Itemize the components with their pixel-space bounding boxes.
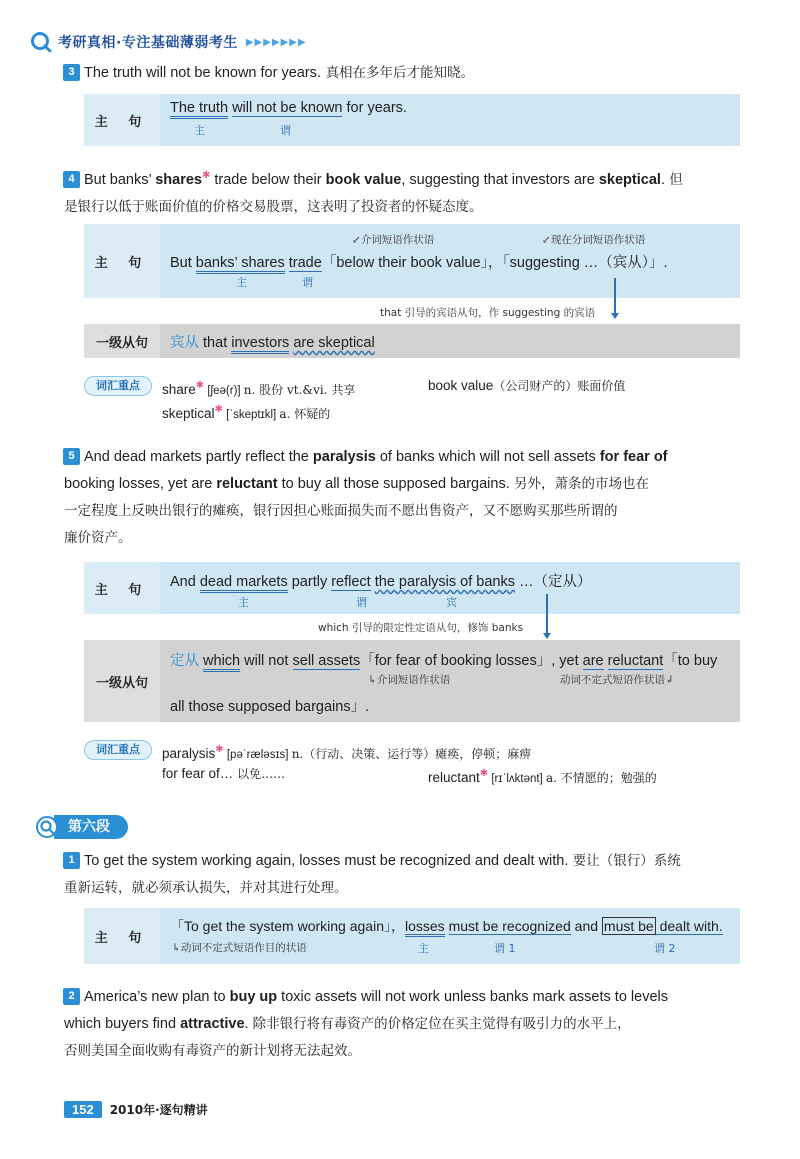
star-icon: ✱: [201, 170, 211, 181]
vocab-phonetic: [ʃeə(r)]: [204, 385, 244, 397]
analysis-main-row: [84, 94, 740, 146]
clause-part: will not: [240, 653, 293, 669]
keyword-book-value: book value: [325, 172, 402, 188]
row-label: 一级从句: [84, 324, 160, 358]
predicate-text: are skeptical: [293, 335, 375, 351]
sentence-cn-part: 要让（银行）系统: [568, 853, 681, 869]
tag-subject: 主: [238, 596, 249, 609]
clause-note: …（定从）: [515, 574, 592, 590]
keyword-attractive: attractive: [180, 1016, 245, 1032]
sentence-number: 3: [63, 64, 80, 81]
tag-subject: 主: [236, 276, 247, 289]
subject-text: dead markets: [200, 574, 288, 593]
keyword-skeptical: skeptical: [598, 172, 661, 188]
tag-predicate-2: 谓 2: [654, 942, 676, 955]
vocab-item: skeptical✱ [ˈskeptɪkl] a. 怀疑的: [162, 404, 331, 421]
clause-kind: 宾从: [170, 335, 204, 351]
subject-text: losses: [405, 918, 445, 937]
sentence-en-part: toxic assets will not work unless banks mark assets to levels: [277, 989, 668, 1005]
vocab-meaning: n. 股份 vt.&vi. 共享: [243, 383, 356, 397]
vocab-phonetic: [pəˈræləsɪs]: [223, 749, 292, 761]
vocab-word: for fear of…: [162, 766, 234, 781]
annotation-prep-phrase: ↙介词短语作状语: [352, 234, 435, 246]
bracket-phrase: 「to buy: [663, 653, 718, 669]
row-body: [160, 324, 740, 358]
row-body: [160, 908, 740, 964]
sentence-en-part: .: [244, 1016, 253, 1032]
comma: ，: [487, 255, 503, 271]
magnifier-logo-icon: [30, 31, 52, 53]
vocab-word: share: [162, 382, 196, 397]
tag-predicate: 谓: [302, 276, 313, 289]
magnifier-icon: [36, 816, 58, 838]
tag-subject: 主: [418, 942, 429, 955]
sentence-en-part: of banks which will not sell assets: [375, 449, 600, 465]
tag-subject: 主: [194, 124, 205, 137]
predicate-text: sell assets: [292, 653, 361, 669]
vocab-word: reluctant: [428, 770, 480, 785]
predicate-text: will not be known: [232, 100, 343, 116]
tag-object: 宾: [446, 596, 457, 609]
subject-text: investors: [231, 335, 289, 354]
sentence-5: [64, 444, 754, 552]
sentence-cn-part: 廉价资产。: [64, 530, 132, 546]
sentence-en-part: And dead markets partly reflect the: [84, 449, 313, 465]
sub-line-2: all those supposed bargains」.: [170, 699, 370, 715]
page-number: 152: [64, 1101, 102, 1118]
conjunction: that: [203, 335, 232, 351]
sentence-cn-part: 是银行以低于账面价值的价格交易股票，这表明了投资者的怀疑态度。: [64, 199, 483, 215]
tag-predicate-1: 谓 1: [494, 942, 516, 955]
vocab-item: [428, 374, 625, 398]
sentence-cn-part: 另外，萧条的市场也在: [509, 476, 650, 492]
main-and: And: [170, 574, 200, 590]
connector-label: which 引导的限定性定语从句，修饰 banks: [318, 622, 524, 634]
vocab-label: 词汇重点: [84, 376, 152, 396]
subject-text: The truth: [170, 100, 228, 119]
conjunction: and: [570, 918, 602, 934]
analysis-main-row: [84, 224, 740, 298]
analysis-main-row: [84, 908, 740, 964]
row-body: [160, 94, 740, 146]
section-label: 第六段: [54, 815, 128, 839]
vocab-item: reluctant✱ [rɪˈlʌktənt] a. 不情愿的；勉强的: [428, 768, 657, 785]
vocab-item: paralysis✱ [pəˈræləsɪs] n.（行动、决策、运行等）瘫痪，停顿；麻痹: [162, 744, 532, 761]
row-label: 主 句: [84, 908, 160, 964]
footer: [64, 1101, 208, 1118]
analysis-sub-row: [84, 640, 740, 722]
sentence-en-part: America’s new plan to: [84, 989, 230, 1005]
vocab-meaning: （公司财产的）账面价值: [493, 379, 626, 393]
adverb: partly: [287, 574, 332, 590]
vocab-phonetic: [ˈskeptɪkl]: [222, 409, 280, 421]
vocab-meaning: a. 不情愿的；勉强的: [545, 771, 657, 785]
vocab-item: [162, 762, 285, 786]
sentence-cn-part: 重新运转，就必须承认损失，并对其进行处理。: [64, 880, 348, 896]
sentence-6-1: [64, 848, 754, 902]
sentence-cn: 真相在多年后才能知晓。: [325, 65, 475, 81]
subject-text: which: [203, 653, 240, 672]
sentence-3: [64, 60, 754, 87]
arrow-down-icon: [611, 313, 619, 319]
analysis-sub-row: [84, 324, 740, 358]
bracket-phrase: 「below their book value」: [321, 255, 488, 271]
annotation-infinitive: 动词不定式短语作状语↲: [560, 674, 674, 686]
row-body: [160, 562, 740, 614]
sentence-en-part: which buyers find: [64, 1016, 181, 1032]
sentence-cn-part: 但: [664, 172, 683, 188]
vocab-meaning: a. 怀疑的: [279, 407, 331, 421]
row-label: 主 句: [84, 562, 160, 614]
sentence-number: 4: [63, 171, 80, 188]
keyword-shares: shares: [155, 172, 202, 188]
arrow-down-icon: [543, 633, 551, 639]
tag-predicate: 谓: [356, 596, 367, 609]
sentence-6-2: [64, 984, 754, 1065]
connector-line: [546, 594, 548, 634]
annotation-participle: ↙现在分词短语作状语: [542, 234, 646, 246]
row-body: [160, 640, 740, 722]
header-arrows: ▶▶▶▶▶▶▶: [245, 36, 307, 48]
clause-kind: 定从: [170, 653, 204, 669]
sentence-en: The truth will not be known for years.: [84, 65, 321, 81]
vocab-word: paralysis: [162, 746, 216, 761]
vocab-block: [84, 738, 744, 786]
keyword-buy-up: buy up: [229, 989, 278, 1005]
annotation-infinitive: ↳动词不定式短语作目的状语: [172, 942, 307, 954]
sentence-en-part: trade below their: [210, 172, 326, 188]
section-heading: [36, 814, 128, 840]
tag-predicate: 谓: [280, 124, 291, 137]
sentence-en-part: .: [660, 172, 665, 188]
predicate-text: are: [582, 653, 604, 669]
keyword-for-fear-of: for fear of: [599, 449, 668, 465]
sentence-en-part: , suggesting that investors are: [401, 172, 599, 188]
predicate-text: dealt with.: [655, 918, 723, 934]
row-body: [160, 224, 740, 298]
rest-text: for years.: [342, 100, 407, 116]
predicate-text: reflect: [331, 574, 371, 590]
keyword-reluctant: reluctant: [216, 476, 278, 492]
sentence-en-part: But banks’: [84, 172, 156, 188]
vocab-word: book value: [428, 378, 494, 393]
vocab-label: 词汇重点: [84, 740, 152, 760]
bracket-phrase: 「suggesting …（宾从）」.: [502, 255, 668, 271]
subject-text: banks’ shares: [196, 255, 285, 274]
object-text: the paralysis of banks: [374, 574, 515, 590]
annotation-prep-phrase: ↳介词短语作状语: [368, 674, 451, 686]
header-title: 考研真相·专注基础薄弱考生: [58, 35, 238, 51]
predicate-text: trade: [288, 255, 322, 271]
sentence-number: 5: [63, 448, 80, 465]
sentence-cn-part: 一定程度上反映出银行的瘫痪，银行因担心账面损失而不愿出售资产，又不愿购买那些所谓的: [64, 503, 618, 519]
bracket-phrase: 「To get the system working again」，: [170, 918, 405, 934]
vocab-meaning: n.（行动、决策、运行等）瘫痪，停顿；麻痹: [291, 747, 532, 761]
connector-label: that 引导的宾语从句，作 suggesting 的宾语: [380, 307, 596, 319]
vocab-item: share✱ [ʃeə(r)] n. 股份 vt.&vi. 共享: [162, 380, 356, 397]
footer-title: 2010年·逐句精讲: [109, 1103, 208, 1117]
predicate-text: must be recognized: [448, 918, 571, 934]
row-label: 主 句: [84, 94, 160, 146]
vocab-word: skeptical: [162, 406, 215, 421]
bracket-phrase: 「for fear of booking losses」, yet: [360, 653, 583, 669]
row-label: 一级从句: [84, 640, 160, 722]
sentence-cn-part: 否则美国全面收购有毒资产的新计划将无法起效。: [64, 1043, 361, 1059]
connector-line: [614, 278, 616, 314]
vocab-block: [84, 374, 744, 422]
analysis-main-row: [84, 562, 740, 614]
sentence-en-part: booking losses, yet are: [64, 476, 217, 492]
sentence-en: To get the system working again, losses must be recognized and dealt with.: [84, 853, 569, 869]
sentence-4: [64, 162, 754, 221]
vocab-phonetic: [rɪˈlʌktənt]: [488, 773, 546, 785]
keyword-paralysis: paralysis: [312, 449, 376, 465]
sentence-en-part: to buy all those supposed bargains.: [277, 476, 510, 492]
predicate-text: reluctant: [607, 653, 664, 669]
boxed-text: must be: [603, 918, 654, 934]
vocab-meaning: 以免……: [233, 767, 286, 781]
sentence-number: 1: [63, 852, 80, 869]
sentence-number: 2: [63, 988, 80, 1005]
row-label: 主 句: [84, 224, 160, 298]
header: [30, 30, 307, 54]
sentence-cn-part: 除非银行将有毒资产的价格定位在买主觉得有吸引力的水平上，: [252, 1016, 631, 1032]
main-but: But: [170, 255, 196, 271]
